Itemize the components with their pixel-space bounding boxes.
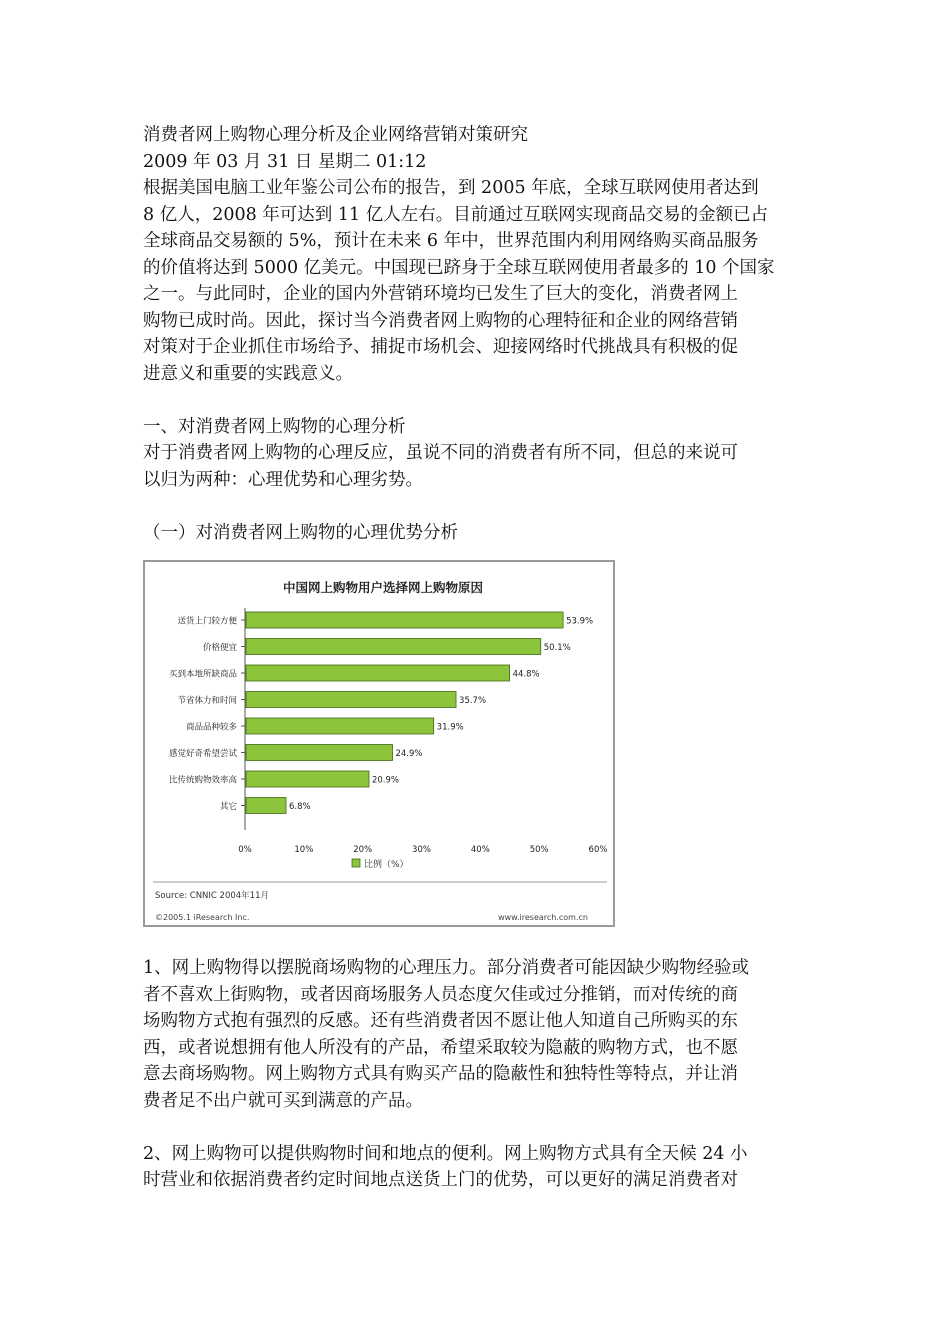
intro-line: 的价值将达到 5000 亿美元。中国现已跻身于全球互联网使用者最多的 10 个国家 xyxy=(143,257,775,278)
category-label: 价格便宜 xyxy=(202,643,237,653)
intro-paragraph xyxy=(143,175,815,387)
point1-line: 意去商场购物。网上购物方式具有购买产品的隐蔽性和独特性等特点，并让消 xyxy=(143,1064,738,1084)
bar xyxy=(246,639,541,655)
category-label: 比传统购物效率高 xyxy=(168,775,237,786)
x-tick-label: 50% xyxy=(529,845,549,855)
point1-paragraph xyxy=(143,955,815,1114)
point2-line: 2、网上购物可以提供购物时间和地点的便利。网上购物方式具有全天候 24 小 xyxy=(143,1143,748,1164)
bar-chart-figure xyxy=(143,560,615,927)
chart-copyright: ©2005.1 iResearch Inc. xyxy=(155,913,250,922)
intro-line: 进意义和重要的实践意义。 xyxy=(143,363,353,384)
category-label: 买到本地所缺商品 xyxy=(168,669,237,680)
bar-value-label: 31.9% xyxy=(436,722,464,733)
point2-paragraph xyxy=(143,1141,815,1194)
document-page xyxy=(143,122,815,1194)
section1-paragraph xyxy=(143,440,815,493)
chart-website: www.iresearch.com.cn xyxy=(498,913,588,922)
bar xyxy=(246,771,369,787)
bar-value-label: 44.8% xyxy=(512,669,540,680)
chart-legend xyxy=(352,858,409,870)
article-title: 消费者网上购物心理分析及企业网络营销对策研究 xyxy=(143,125,528,145)
point1-line: 西，或者说想拥有他人所没有的产品，希望采取较为隐蔽的购物方式，也不愿 xyxy=(143,1037,738,1058)
point1-line: 者不喜欢上街购物，或者因商场服务人员态度欠佳或过分推销，而对传统的商 xyxy=(143,984,738,1005)
point2-line: 时营业和依据消费者约定时间地点送货上门的优势，可以更好的满足消费者对 xyxy=(143,1170,738,1190)
bar xyxy=(246,718,434,734)
x-tick-label: 60% xyxy=(588,845,608,855)
intro-line: 8 亿人，2008 年可达到 11 亿人左右。目前通过互联网实现商品交易的金额已占 xyxy=(143,204,769,225)
bar xyxy=(246,692,456,708)
category-label: 商品品种较多 xyxy=(185,722,237,733)
subsection1-heading: （一）对消费者网上购物的心理优势分析 xyxy=(143,522,458,543)
chart-source: Source: CNNIC 2004年11月 xyxy=(155,891,270,901)
bar-value-label: 35.7% xyxy=(459,696,487,706)
intro-line: 之一。与此同时，企业的国内外营销环境均已发生了巨大的变化，消费者网上 xyxy=(143,284,738,304)
point1-line: 1、网上购物得以摆脱商场购物的心理压力。部分消费者可能因缺少购物经验或 xyxy=(143,958,750,978)
x-tick-label: 40% xyxy=(470,845,490,855)
bar xyxy=(246,665,510,681)
x-tick-label: 30% xyxy=(412,845,431,855)
article-date: 2009 年 03 月 31 日 星期二 01:12 xyxy=(143,151,427,172)
bar-chart xyxy=(145,562,613,925)
bar-value-label: 53.9% xyxy=(566,616,594,627)
bar-value-label: 50.1% xyxy=(543,643,571,653)
intro-line: 对策对于企业抓住市场给予、捕捉市场机会、迎接网络时代挑战具有积极的促 xyxy=(143,337,738,357)
intro-line: 根据美国电脑工业年鉴公司公布的报告，到 2005 年底，全球互联网使用者达到 xyxy=(143,178,759,198)
x-tick-label: 20% xyxy=(353,845,373,855)
x-tick-label: 10% xyxy=(294,845,314,855)
intro-line: 购物已成时尚。因此，探讨当今消费者网上购物的心理特征和企业的网络营销 xyxy=(143,310,738,331)
category-label: 其它 xyxy=(219,802,237,812)
category-label: 节省体力和时间 xyxy=(177,696,237,706)
legend-label: 比例（%） xyxy=(364,860,409,870)
point1-line: 场购物方式抱有强烈的反感。还有些消费者因不愿让他人知道自己所购买的东 xyxy=(143,1011,738,1031)
legend-swatch xyxy=(352,859,360,867)
bar xyxy=(246,798,286,814)
section1-line: 以归为两种：心理优势和心理劣势。 xyxy=(143,469,423,490)
section1-heading: 一、对消费者网上购物的心理分析 xyxy=(143,416,406,437)
bar-value-label: 20.9% xyxy=(371,775,399,786)
category-label: 感觉好奇希望尝试 xyxy=(168,749,237,759)
x-tick-label: 0% xyxy=(238,845,252,855)
chart-title: 中国网上购物用户选择网上购物原因 xyxy=(282,580,484,595)
category-label: 送货上门较方便 xyxy=(177,616,237,627)
point1-line: 费者足不出户就可买到满意的产品。 xyxy=(143,1090,423,1111)
bar xyxy=(246,612,563,628)
section1-line: 对于消费者网上购物的心理反应，虽说不同的消费者有所不同，但总的来说可 xyxy=(143,443,738,463)
bar-value-label: 24.9% xyxy=(395,749,423,759)
bar-value-label: 6.8% xyxy=(289,802,311,812)
bar xyxy=(246,745,392,761)
intro-line: 全球商品交易额的 5%，预计在未来 6 年中，世界范围内利用网络购买商品服务 xyxy=(143,231,759,251)
chart-plot-area xyxy=(169,608,607,855)
